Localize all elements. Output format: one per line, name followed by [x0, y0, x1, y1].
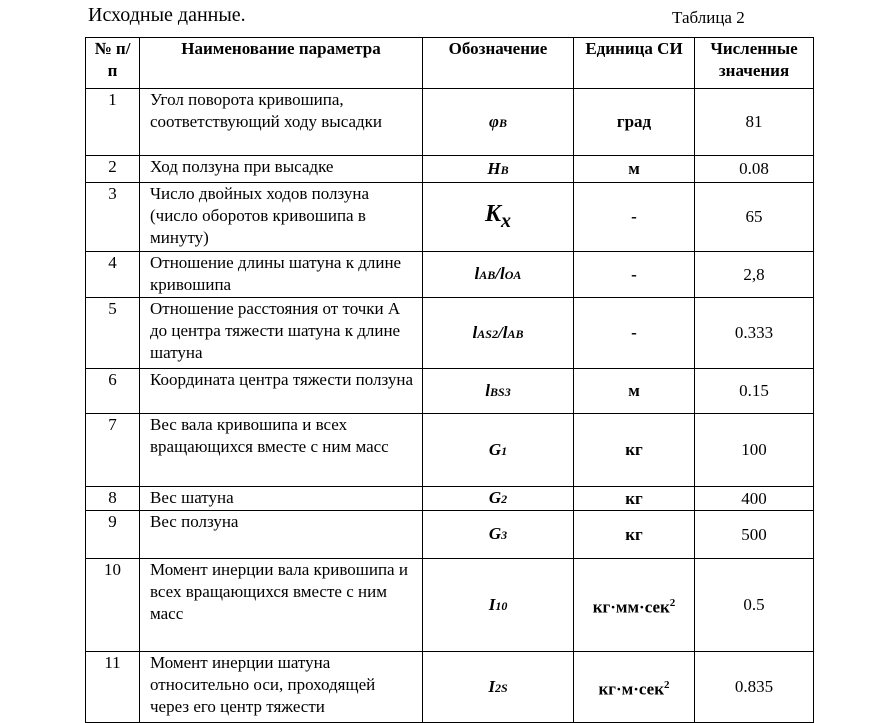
- row-number: 4: [86, 252, 140, 298]
- row-number: 11: [86, 652, 140, 723]
- row-number: 10: [86, 559, 140, 652]
- symbol-subscript: B: [498, 115, 507, 130]
- parameter-symbol: [423, 183, 574, 252]
- symbol-subscript: AS2: [477, 326, 498, 341]
- parameter-symbol: [423, 511, 574, 559]
- caption: Исходные данные.: [88, 4, 246, 26]
- unit-exponent: 2: [664, 678, 670, 691]
- parameter-symbol: [423, 652, 574, 723]
- parameter-name: Момент инерции шатуна относительно оси, проходящей через его центр тяжести: [140, 652, 423, 723]
- table-row: [86, 183, 814, 252]
- parameter-unit: [574, 89, 695, 156]
- symbol-main: K: [484, 200, 501, 227]
- symbol-subscript: 1: [501, 443, 508, 458]
- parameter-name: Отношение расстояния от точки A до центра тяжести шатуна к длине шатуна: [140, 298, 423, 369]
- parameter-unit: [574, 252, 695, 298]
- symbol-subscript: 3: [501, 528, 508, 542]
- parameter-value: 2,8: [695, 252, 814, 298]
- table-row: [86, 559, 814, 652]
- symbol-subscript: 10: [495, 598, 508, 613]
- parameter-value: 400: [695, 487, 814, 511]
- row-number: 2: [86, 156, 140, 183]
- row-number: 9: [86, 511, 140, 559]
- table-row: [86, 652, 814, 723]
- symbol-main: l: [474, 264, 480, 283]
- symbol-main: φ: [489, 111, 499, 131]
- parameter-symbol: [423, 414, 574, 487]
- table-row: [86, 369, 814, 414]
- parameter-symbol: lAB/lOA: [423, 252, 574, 298]
- row-number: 1: [86, 89, 140, 156]
- parameter-value: 0.08: [695, 156, 814, 183]
- header-number: № п/п: [86, 38, 140, 89]
- symbol-subscript: x: [501, 209, 511, 232]
- unit-text: кг: [625, 488, 643, 508]
- parameter-value: 0.333: [695, 298, 814, 369]
- unit-text: -: [631, 264, 637, 284]
- parameter-name: Вес шатуна: [140, 487, 423, 511]
- unit-text: м: [628, 159, 640, 178]
- table-row: [86, 487, 814, 511]
- parameter-unit: [574, 652, 695, 723]
- header-row: [86, 38, 814, 89]
- parameter-value: 0.835: [695, 652, 814, 723]
- parameter-value: 81: [695, 89, 814, 156]
- symbol-main: H: [487, 158, 501, 178]
- parameter-unit: [574, 414, 695, 487]
- symbol-main: I: [488, 676, 495, 696]
- parameter-unit: [574, 369, 695, 414]
- parameter-name: Число двойных ходов ползуна (число оборотов кривошипа в минуту): [140, 183, 423, 252]
- unit-text: кг: [625, 440, 643, 459]
- symbol-subscript: 2: [501, 492, 508, 506]
- symbol-subscript: 2S: [494, 680, 508, 695]
- symbol-main: G: [488, 524, 502, 543]
- parameter-unit: [574, 487, 695, 511]
- symbol-main: l: [472, 322, 478, 342]
- header-value: Численные значения: [695, 38, 814, 89]
- parameter-name: Отношение длины шатуна к длине кривошипа: [140, 252, 423, 298]
- unit-text: кг: [625, 524, 643, 544]
- parameter-symbol: [423, 559, 574, 652]
- parameter-name: Вес вала кривошипа и всех вращающихся вместе с ним масс: [140, 414, 423, 487]
- unit-text: град: [616, 112, 652, 131]
- symbol-subscript: BS3: [490, 384, 511, 399]
- table-row: [86, 511, 814, 559]
- symbol-subscript: B: [500, 162, 509, 177]
- parameter-unit: [574, 183, 695, 252]
- parameter-unit: [574, 156, 695, 183]
- table-row: [86, 156, 814, 183]
- parameter-symbol: [423, 487, 574, 511]
- header-symbol: Обозначение: [423, 38, 574, 89]
- symbol-main-2: l: [502, 322, 508, 342]
- symbol-main: G: [488, 439, 502, 459]
- parameter-value: 100: [695, 414, 814, 487]
- row-number: 5: [86, 298, 140, 369]
- symbol-main-2: l: [500, 264, 505, 283]
- unit-text: -: [631, 207, 637, 226]
- header-name: Наименование параметра: [140, 38, 423, 89]
- table-row: [86, 89, 814, 156]
- parameter-symbol: [423, 89, 574, 156]
- table-row: [86, 298, 814, 369]
- symbol-subscript-2: AB: [507, 326, 524, 341]
- symbol-main: I: [488, 594, 496, 614]
- table-label: Таблица 2: [672, 8, 745, 27]
- row-number: 8: [86, 487, 140, 511]
- row-number: 3: [86, 183, 140, 252]
- unit-text: кг·мм·сек: [592, 597, 670, 617]
- unit-text: кг·м·сек: [598, 679, 665, 699]
- row-number: 7: [86, 414, 140, 487]
- parameter-name: Вес ползуна: [140, 511, 423, 559]
- parameter-value: 0.15: [695, 369, 814, 414]
- symbol-main: l: [485, 380, 491, 400]
- parameter-name: Угол поворота кривошипа, соответствующий ходу высадки: [140, 89, 423, 156]
- parameter-unit: [574, 298, 695, 369]
- parameter-value: 65: [695, 183, 814, 252]
- parameter-value: 500: [695, 511, 814, 559]
- symbol-subscript-2: OA: [504, 268, 522, 282]
- parameter-name: Момент инерции вала кривошипа и всех вращающихся вместе с ним масс: [140, 559, 423, 652]
- parameter-name: Ход ползуна при высадке: [140, 156, 423, 183]
- symbol-subscript: AB: [479, 268, 496, 282]
- row-number: 6: [86, 369, 140, 414]
- unit-exponent: 2: [669, 596, 676, 609]
- parameters-table: [85, 37, 814, 723]
- header-unit: Единица СИ: [574, 38, 695, 89]
- symbol-main: G: [488, 488, 502, 507]
- table-row: [86, 252, 814, 298]
- parameter-unit: [574, 511, 695, 559]
- unit-text: -: [631, 323, 637, 342]
- parameter-symbol: [423, 156, 574, 183]
- parameter-value: 0.5: [695, 559, 814, 652]
- unit-text: м: [628, 381, 640, 400]
- parameter-symbol: [423, 369, 574, 414]
- parameter-symbol: lAS2/lAB: [423, 298, 574, 369]
- table-row: [86, 414, 814, 487]
- parameter-unit: [574, 559, 695, 652]
- parameter-name: Координата центра тяжести ползуна: [140, 369, 423, 414]
